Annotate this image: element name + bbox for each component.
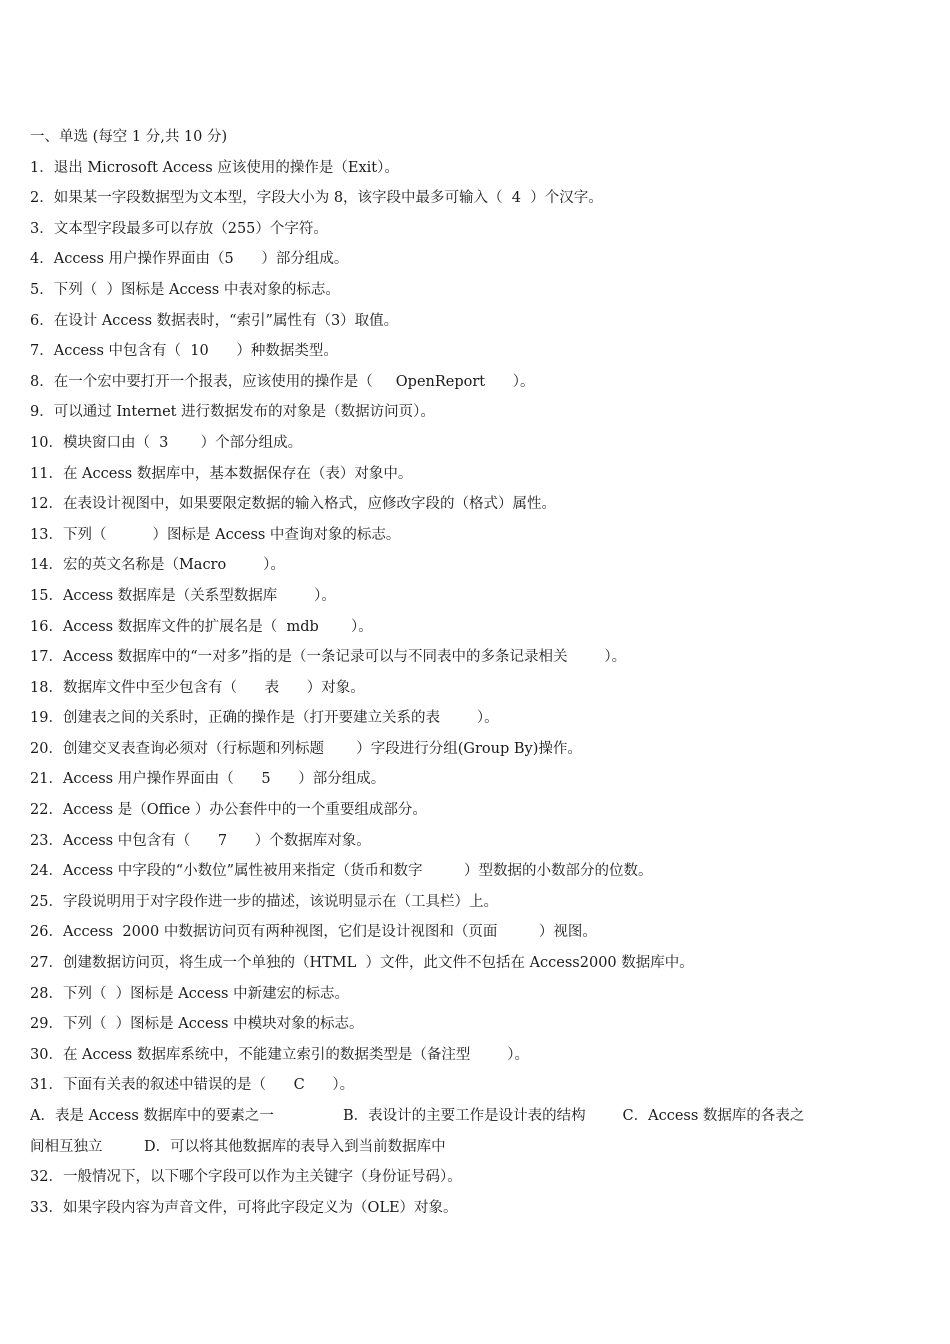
question-line: 11．在 Access 数据库中，基本数据保存在（表）对象中。 xyxy=(30,465,413,482)
question-line: 19．创建表之间的关系时，正确的操作是（打开要建立关系的表 ）。 xyxy=(30,710,499,727)
question-list xyxy=(30,153,920,1224)
question-line: 9．可以通过 Internet 进行数据发布的对象是（数据访问页）。 xyxy=(30,404,435,421)
question-line: 5．下列（ ）图标是 Access 中表对象的标志。 xyxy=(30,281,340,298)
question-line: 10．模块窗口由（ 3 ）个部分组成。 xyxy=(30,434,303,451)
question-line: 25．字段说明用于对字段作进一步的描述，该说明显示在（工具栏）上。 xyxy=(30,893,498,910)
question-line: 29．下列（ ）图标是 Access 中模块对象的标志。 xyxy=(30,1016,364,1033)
question-line: 8．在一个宏中要打开一个报表，应该使用的操作是（ OpenReport ）。 xyxy=(30,373,535,390)
question-line: 18．数据库文件中至少包含有（ 表 ）对象。 xyxy=(30,679,365,696)
question-line: 31．下面有关表的叙述中错误的是（ C ）。 xyxy=(30,1077,355,1094)
question-line: 24．Access 中字段的“小数位”属性被用来指定（货币和数字 ）型数据的小数部分的位数。 xyxy=(30,863,653,880)
question-line: 16．Access 数据库文件的扩展名是（ mdb ）。 xyxy=(30,618,373,635)
question-line: 12．在表设计视图中，如果要限定数据的输入格式，应修改字段的（格式）属性。 xyxy=(30,496,556,513)
question-line: 32．一般情况下，以下哪个字段可以作为主关键字（身份证号码）。 xyxy=(30,1169,462,1186)
question-line: 15．Access 数据库是（关系型数据库 ）。 xyxy=(30,587,336,604)
question-line: 间相互独立 D．可以将其他数据库的表导入到当前数据库中 xyxy=(30,1138,446,1155)
question-line: 14．宏的英文名称是（Macro ）。 xyxy=(30,557,285,574)
document-page xyxy=(30,122,920,1223)
question-line: 33．如果字段内容为声音文件，可将此字段定义为（OLE）对象。 xyxy=(30,1199,458,1216)
question-line: 30．在 Access 数据库系统中，不能建立索引的数据类型是（备注型 ）。 xyxy=(30,1046,529,1063)
question-line: A．表是 Access 数据库中的要素之一 B．表设计的主要工作是设计表的结构 C．Access 数据库的各表之 xyxy=(30,1108,805,1124)
question-line: 28．下列（ ）图标是 Access 中新建宏的标志。 xyxy=(30,985,350,1002)
question-line: 6．在设计 Access 数据表时，“索引”属性有（3）取值。 xyxy=(30,312,399,329)
question-line: 1．退出 Microsoft Access 应该使用的操作是（Exit）。 xyxy=(30,159,399,176)
question-line: 4．Access 用户操作界面由（5 ）部分组成。 xyxy=(30,251,349,268)
question-line: 21．Access 用户操作界面由（ 5 ）部分组成。 xyxy=(30,771,386,788)
question-line: 27．创建数据访问页，将生成一个单独的（HTML ）文件，此文件不包括在 Access2000 数据库中。 xyxy=(30,955,694,972)
question-line: 22．Access 是（Office ）办公套件中的一个重要组成部分。 xyxy=(30,802,427,819)
question-line: 7．Access 中包含有（ 10 ）种数据类型。 xyxy=(30,343,338,360)
question-line: 2．如果某一字段数据型为文本型，字段大小为 8，该字段中最多可输入（ 4 ）个汉字。 xyxy=(30,190,603,207)
section-title: 一、单选 (每空 1 分,共 10 分) xyxy=(30,129,228,145)
question-line: 23．Access 中包含有（ 7 ）个数据库对象。 xyxy=(30,832,371,849)
question-line: 26．Access 2000 中数据访问页有两种视图，它们是设计视图和（页面 ）视图。 xyxy=(30,924,597,941)
question-line: 20．创建交叉表查询必须对（行标题和列标题 ）字段进行分组(Group By)操作。 xyxy=(30,740,582,757)
question-line: 13．下列（ ）图标是 Access 中查询对象的标志。 xyxy=(30,526,401,543)
question-line: 3．文本型字段最多可以存放（255）个字符。 xyxy=(30,220,328,237)
question-line: 17．Access 数据库中的“一对多”指的是（一条记录可以与不同表中的多条记录相关 ）。 xyxy=(30,649,627,666)
